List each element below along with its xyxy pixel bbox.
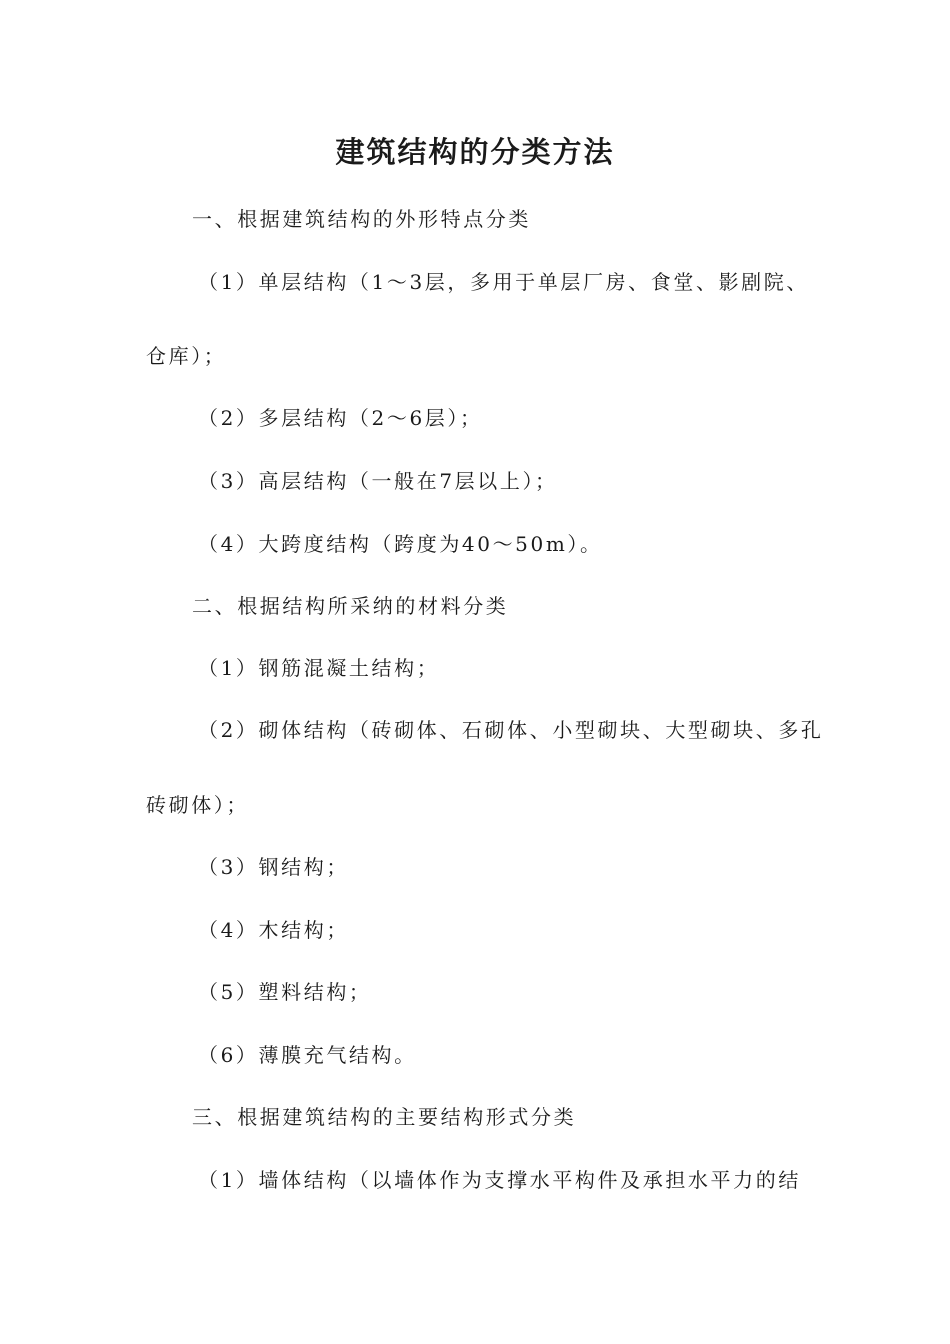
list-item: （5）塑料结构； xyxy=(198,980,372,1004)
section-heading: 一、根据建筑结构的外形特点分类 xyxy=(192,207,531,231)
list-item-continuation: 砖砌体）； xyxy=(146,793,249,817)
list-item: （2）砌体结构（砖砌体、石砌体、小型砌块、大型砌块、多孔 xyxy=(198,718,824,742)
section-heading: 三、根据建筑结构的主要结构形式分类 xyxy=(192,1105,577,1129)
list-item: （1）墙体结构（以墙体作为支撑水平构件及承担水平力的结 xyxy=(198,1168,801,1192)
list-item-continuation: 仓库）； xyxy=(146,344,227,368)
list-item: （2）多层结构（2～6层）； xyxy=(198,406,483,430)
list-item: （1）单层结构（1～3层，多用于单层厂房、食堂、影剧院、 xyxy=(198,270,809,294)
list-item: （4）大跨度结构（跨度为40～50m）。 xyxy=(198,532,603,556)
list-item: （3）高层结构（一般在7层以上）； xyxy=(198,469,558,493)
list-item: （6）薄膜充气结构。 xyxy=(198,1043,417,1067)
list-item: （4）木结构； xyxy=(198,918,349,942)
list-item: （3）钢结构； xyxy=(198,855,349,879)
document-title: 建筑结构的分类方法 xyxy=(335,135,615,169)
section-heading: 二、根据结构所采纳的材料分类 xyxy=(192,594,509,618)
list-item: （1）钢筋混凝土结构； xyxy=(198,656,440,680)
